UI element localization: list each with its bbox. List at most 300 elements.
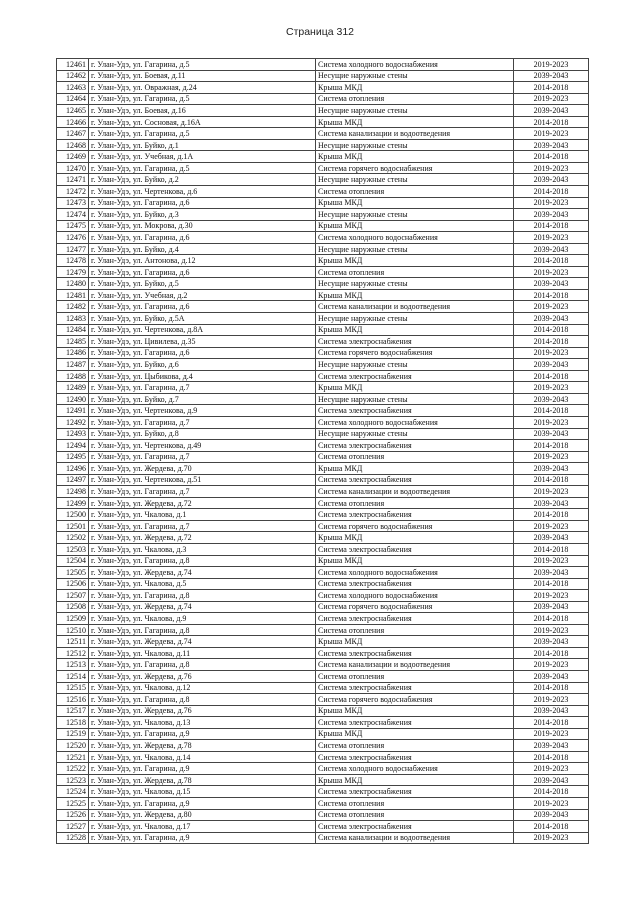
table-row [57, 336, 589, 348]
row-work-type-cell: Система электроснабжения [316, 509, 514, 521]
table-row [57, 786, 589, 798]
row-address-cell: г. Улан-Удэ, ул. Учебная, д.1А [89, 151, 316, 163]
row-period-cell: 2039-2043 [514, 70, 589, 82]
row-address-cell: г. Улан-Удэ, ул. Гагарина, д.7 [89, 520, 316, 532]
row-id-cell: 12509 [57, 613, 89, 625]
row-period-cell: 2014-2018 [514, 186, 589, 198]
row-period-cell: 2014-2018 [514, 474, 589, 486]
row-work-type-cell: Крыша МКД [316, 220, 514, 232]
row-address-cell: г. Улан-Удэ, ул. Жердева, д.70 [89, 463, 316, 475]
table-row [57, 162, 589, 174]
row-work-type-cell: Система холодного водоснабжения [316, 416, 514, 428]
row-work-type-cell: Система электроснабжения [316, 543, 514, 555]
row-address-cell: г. Улан-Удэ, ул. Жердева, д.76 [89, 705, 316, 717]
row-address-cell: г. Улан-Удэ, ул. Гагарина, д.8 [89, 555, 316, 567]
row-period-cell: 2019-2023 [514, 486, 589, 498]
row-period-cell: 2039-2043 [514, 463, 589, 475]
row-period-cell: 2039-2043 [514, 243, 589, 255]
table-row [57, 93, 589, 105]
row-period-cell: 2019-2023 [514, 347, 589, 359]
row-id-cell: 12521 [57, 751, 89, 763]
row-work-type-cell: Система отопления [316, 497, 514, 509]
row-work-type-cell: Крыша МКД [316, 197, 514, 209]
row-work-type-cell: Система холодного водоснабжения [316, 567, 514, 579]
row-address-cell: г. Улан-Удэ, ул. Гагарина, д.5 [89, 162, 316, 174]
table-row [57, 555, 589, 567]
row-id-cell: 12522 [57, 763, 89, 775]
row-address-cell: г. Улан-Удэ, ул. Мокрова, д.30 [89, 220, 316, 232]
row-period-cell: 2019-2023 [514, 232, 589, 244]
row-id-cell: 12476 [57, 232, 89, 244]
row-work-type-cell: Крыша МКД [316, 532, 514, 544]
row-work-type-cell: Крыша МКД [316, 705, 514, 717]
row-address-cell: г. Улан-Удэ, ул. Гагарина, д.9 [89, 763, 316, 775]
table-row [57, 509, 589, 521]
row-period-cell: 2019-2023 [514, 763, 589, 775]
row-work-type-cell: Система отопления [316, 670, 514, 682]
row-id-cell: 12479 [57, 266, 89, 278]
row-id-cell: 12490 [57, 393, 89, 405]
row-period-cell: 2014-2018 [514, 751, 589, 763]
row-address-cell: г. Улан-Удэ, ул. Гагарина, д.6 [89, 266, 316, 278]
row-id-cell: 12505 [57, 567, 89, 579]
row-address-cell: г. Улан-Удэ, ул. Чертенкова, д.49 [89, 440, 316, 452]
table-row [57, 486, 589, 498]
row-period-cell: 2014-2018 [514, 151, 589, 163]
row-address-cell: г. Улан-Удэ, ул. Учебная, д.2 [89, 289, 316, 301]
table-row [57, 740, 589, 752]
row-id-cell: 12474 [57, 209, 89, 221]
table-row [57, 763, 589, 775]
row-address-cell: г. Улан-Удэ, ул. Буйко, д.1 [89, 139, 316, 151]
row-address-cell: г. Улан-Удэ, ул. Жердева, д.80 [89, 809, 316, 821]
row-work-type-cell: Система электроснабжения [316, 821, 514, 833]
row-period-cell: 2014-2018 [514, 821, 589, 833]
row-id-cell: 12461 [57, 59, 89, 71]
row-period-cell: 2014-2018 [514, 289, 589, 301]
row-id-cell: 12511 [57, 636, 89, 648]
row-id-cell: 12486 [57, 347, 89, 359]
row-address-cell: г. Улан-Удэ, ул. Чкалова, д.14 [89, 751, 316, 763]
row-work-type-cell: Система канализации и водоотведения [316, 832, 514, 844]
row-work-type-cell: Система отопления [316, 186, 514, 198]
row-id-cell: 12469 [57, 151, 89, 163]
row-id-cell: 12526 [57, 809, 89, 821]
row-period-cell: 2014-2018 [514, 336, 589, 348]
row-id-cell: 12482 [57, 301, 89, 313]
table-row [57, 821, 589, 833]
row-work-type-cell: Крыша МКД [316, 382, 514, 394]
row-work-type-cell: Несущие наружные стены [316, 105, 514, 117]
row-id-cell: 12507 [57, 590, 89, 602]
table-row [57, 289, 589, 301]
row-work-type-cell: Система отопления [316, 809, 514, 821]
table-row [57, 717, 589, 729]
row-period-cell: 2039-2043 [514, 209, 589, 221]
row-period-cell: 2039-2043 [514, 670, 589, 682]
row-address-cell: г. Улан-Удэ, ул. Чкалова, д.3 [89, 543, 316, 555]
row-id-cell: 12516 [57, 694, 89, 706]
row-period-cell: 2019-2023 [514, 451, 589, 463]
row-id-cell: 12517 [57, 705, 89, 717]
table-row [57, 416, 589, 428]
row-work-type-cell: Система отопления [316, 266, 514, 278]
page-title: Страница 312 [285, 26, 355, 38]
table-row [57, 670, 589, 682]
row-work-type-cell: Система канализации и водоотведения [316, 301, 514, 313]
row-address-cell: г. Улан-Удэ, ул. Чкалова, д.11 [89, 647, 316, 659]
row-work-type-cell: Несущие наружные стены [316, 313, 514, 325]
row-period-cell: 2039-2043 [514, 532, 589, 544]
row-period-cell: 2014-2018 [514, 220, 589, 232]
row-period-cell: 2039-2043 [514, 774, 589, 786]
row-work-type-cell: Система отопления [316, 624, 514, 636]
row-id-cell: 12464 [57, 93, 89, 105]
row-id-cell: 12462 [57, 70, 89, 82]
row-period-cell: 2019-2023 [514, 555, 589, 567]
row-period-cell: 2019-2023 [514, 659, 589, 671]
table-row [57, 694, 589, 706]
row-address-cell: г. Улан-Удэ, ул. Сосновая, д.16А [89, 116, 316, 128]
row-work-type-cell: Система отопления [316, 740, 514, 752]
row-period-cell: 2019-2023 [514, 162, 589, 174]
row-id-cell: 12527 [57, 821, 89, 833]
row-id-cell: 12483 [57, 313, 89, 325]
row-address-cell: г. Улан-Удэ, ул. Гагарина, д.9 [89, 798, 316, 810]
row-period-cell: 2019-2023 [514, 798, 589, 810]
row-work-type-cell: Система отопления [316, 451, 514, 463]
row-work-type-cell: Крыша МКД [316, 324, 514, 336]
row-id-cell: 12501 [57, 520, 89, 532]
row-period-cell: 2014-2018 [514, 405, 589, 417]
row-address-cell: г. Улан-Удэ, ул. Гагарина, д.7 [89, 416, 316, 428]
row-work-type-cell: Система электроснабжения [316, 647, 514, 659]
row-id-cell: 12515 [57, 682, 89, 694]
row-address-cell: г. Улан-Удэ, ул. Гагарина, д.8 [89, 624, 316, 636]
row-work-type-cell: Крыша МКД [316, 82, 514, 94]
row-period-cell: 2039-2043 [514, 705, 589, 717]
table-row [57, 809, 589, 821]
row-address-cell: г. Улан-Удэ, ул. Чкалова, д.1 [89, 509, 316, 521]
row-address-cell: г. Улан-Удэ, ул. Буйко, д.7 [89, 393, 316, 405]
table-row [57, 705, 589, 717]
row-address-cell: г. Улан-Удэ, ул. Буйко, д.3 [89, 209, 316, 221]
row-work-type-cell: Несущие наружные стены [316, 243, 514, 255]
row-period-cell: 2019-2023 [514, 197, 589, 209]
row-work-type-cell: Система холодного водоснабжения [316, 59, 514, 71]
row-address-cell: г. Улан-Удэ, ул. Чкалова, д.15 [89, 786, 316, 798]
table-row [57, 601, 589, 613]
row-work-type-cell: Несущие наружные стены [316, 278, 514, 290]
row-period-cell: 2039-2043 [514, 497, 589, 509]
row-id-cell: 12471 [57, 174, 89, 186]
row-period-cell: 2014-2018 [514, 370, 589, 382]
row-period-cell: 2014-2018 [514, 647, 589, 659]
row-address-cell: г. Улан-Удэ, ул. Чертенкова, д.8А [89, 324, 316, 336]
row-id-cell: 12463 [57, 82, 89, 94]
row-id-cell: 12503 [57, 543, 89, 555]
row-id-cell: 12518 [57, 717, 89, 729]
row-id-cell: 12496 [57, 463, 89, 475]
row-id-cell: 12485 [57, 336, 89, 348]
row-address-cell: г. Улан-Удэ, ул. Гагарина, д.9 [89, 728, 316, 740]
row-id-cell: 12513 [57, 659, 89, 671]
table-row [57, 232, 589, 244]
row-address-cell: г. Улан-Удэ, ул. Боевая, д.11 [89, 70, 316, 82]
row-period-cell: 2014-2018 [514, 509, 589, 521]
row-id-cell: 12506 [57, 578, 89, 590]
table-row [57, 682, 589, 694]
row-work-type-cell: Система электроснабжения [316, 751, 514, 763]
row-period-cell: 2019-2023 [514, 590, 589, 602]
table-row [57, 313, 589, 325]
table-row [57, 474, 589, 486]
row-period-cell: 2019-2023 [514, 59, 589, 71]
table-row [57, 578, 589, 590]
row-id-cell: 12489 [57, 382, 89, 394]
row-address-cell: г. Улан-Удэ, ул. Антонова, д.12 [89, 255, 316, 267]
row-address-cell: г. Улан-Удэ, ул. Гагарина, д.6 [89, 347, 316, 359]
row-id-cell: 12498 [57, 486, 89, 498]
row-work-type-cell: Система отопления [316, 798, 514, 810]
row-id-cell: 12466 [57, 116, 89, 128]
row-period-cell: 2019-2023 [514, 624, 589, 636]
table-row [57, 636, 589, 648]
row-address-cell: г. Улан-Удэ, ул. Гагарина, д.8 [89, 659, 316, 671]
table-row [57, 728, 589, 740]
row-address-cell: г. Улан-Удэ, ул. Чкалова, д.13 [89, 717, 316, 729]
table-row [57, 266, 589, 278]
row-work-type-cell: Система электроснабжения [316, 613, 514, 625]
row-address-cell: г. Улан-Удэ, ул. Гагарина, д.7 [89, 382, 316, 394]
table-row [57, 393, 589, 405]
table-row [57, 174, 589, 186]
table-row [57, 624, 589, 636]
row-id-cell: 12492 [57, 416, 89, 428]
row-address-cell: г. Улан-Удэ, ул. Жердева, д.72 [89, 532, 316, 544]
row-address-cell: г. Улан-Удэ, ул. Цивилева, д.35 [89, 336, 316, 348]
table-row [57, 70, 589, 82]
row-period-cell: 2039-2043 [514, 601, 589, 613]
row-id-cell: 12502 [57, 532, 89, 544]
row-id-cell: 12508 [57, 601, 89, 613]
row-period-cell: 2019-2023 [514, 832, 589, 844]
row-work-type-cell: Система электроснабжения [316, 336, 514, 348]
row-id-cell: 12514 [57, 670, 89, 682]
row-work-type-cell: Система канализации и водоотведения [316, 128, 514, 140]
row-work-type-cell: Система электроснабжения [316, 578, 514, 590]
row-work-type-cell: Крыша МКД [316, 151, 514, 163]
row-work-type-cell: Крыша МКД [316, 774, 514, 786]
row-work-type-cell: Крыша МКД [316, 636, 514, 648]
row-address-cell: г. Улан-Удэ, ул. Гагарина, д.5 [89, 59, 316, 71]
table-row [57, 370, 589, 382]
row-id-cell: 12504 [57, 555, 89, 567]
row-period-cell: 2039-2043 [514, 428, 589, 440]
row-period-cell: 2014-2018 [514, 786, 589, 798]
row-period-cell: 2014-2018 [514, 255, 589, 267]
row-id-cell: 12500 [57, 509, 89, 521]
row-address-cell: г. Улан-Удэ, ул. Жердева, д.74 [89, 567, 316, 579]
row-work-type-cell: Система электроснабжения [316, 370, 514, 382]
table-row [57, 774, 589, 786]
row-work-type-cell: Крыша МКД [316, 555, 514, 567]
row-id-cell: 12472 [57, 186, 89, 198]
table-row [57, 798, 589, 810]
row-work-type-cell: Система горячего водоснабжения [316, 162, 514, 174]
table-row [57, 567, 589, 579]
row-id-cell: 12497 [57, 474, 89, 486]
row-period-cell: 2039-2043 [514, 393, 589, 405]
table-row [57, 428, 589, 440]
row-address-cell: г. Улан-Удэ, ул. Гагарина, д.6 [89, 301, 316, 313]
row-address-cell: г. Улан-Удэ, ул. Гагарина, д.6 [89, 232, 316, 244]
table-row [57, 209, 589, 221]
row-address-cell: г. Улан-Удэ, ул. Чертенкова, д.6 [89, 186, 316, 198]
table-row [57, 590, 589, 602]
row-period-cell: 2014-2018 [514, 82, 589, 94]
row-work-type-cell: Крыша МКД [316, 289, 514, 301]
row-period-cell: 2039-2043 [514, 278, 589, 290]
row-address-cell: г. Улан-Удэ, ул. Жердева, д.74 [89, 601, 316, 613]
table-row [57, 520, 589, 532]
table-row [57, 82, 589, 94]
row-work-type-cell: Крыша МКД [316, 728, 514, 740]
row-work-type-cell: Крыша МКД [316, 463, 514, 475]
row-id-cell: 12523 [57, 774, 89, 786]
table-row [57, 105, 589, 117]
row-work-type-cell: Система электроснабжения [316, 717, 514, 729]
row-address-cell: г. Улан-Удэ, ул. Чкалова, д.17 [89, 821, 316, 833]
row-address-cell: г. Улан-Удэ, ул. Гагарина, д.5 [89, 128, 316, 140]
table-row [57, 451, 589, 463]
row-period-cell: 2019-2023 [514, 416, 589, 428]
table-row [57, 382, 589, 394]
row-id-cell: 12467 [57, 128, 89, 140]
row-work-type-cell: Система электроснабжения [316, 474, 514, 486]
row-work-type-cell: Система электроснабжения [316, 786, 514, 798]
table-row [57, 659, 589, 671]
row-id-cell: 12494 [57, 440, 89, 452]
row-work-type-cell: Крыша МКД [316, 116, 514, 128]
row-period-cell: 2039-2043 [514, 809, 589, 821]
row-address-cell: г. Улан-Удэ, ул. Буйко, д.5 [89, 278, 316, 290]
table-row [57, 186, 589, 198]
row-address-cell: г. Улан-Удэ, ул. Гагарина, д.8 [89, 590, 316, 602]
row-id-cell: 12512 [57, 647, 89, 659]
row-id-cell: 12519 [57, 728, 89, 740]
row-id-cell: 12520 [57, 740, 89, 752]
row-id-cell: 12528 [57, 832, 89, 844]
row-id-cell: 12465 [57, 105, 89, 117]
row-id-cell: 12488 [57, 370, 89, 382]
row-work-type-cell: Система канализации и водоотведения [316, 486, 514, 498]
row-id-cell: 12470 [57, 162, 89, 174]
row-work-type-cell: Система горячего водоснабжения [316, 520, 514, 532]
table-row [57, 59, 589, 71]
row-address-cell: г. Улан-Удэ, ул. Чертенкова, д.51 [89, 474, 316, 486]
registry-table-body [57, 59, 589, 844]
row-address-cell: г. Улан-Удэ, ул. Чкалова, д.12 [89, 682, 316, 694]
row-work-type-cell: Система электроснабжения [316, 440, 514, 452]
row-id-cell: 12468 [57, 139, 89, 151]
table-row [57, 255, 589, 267]
row-address-cell: г. Улан-Удэ, ул. Буйко, д.5А [89, 313, 316, 325]
row-period-cell: 2039-2043 [514, 139, 589, 151]
row-period-cell: 2019-2023 [514, 382, 589, 394]
row-work-type-cell: Система горячего водоснабжения [316, 694, 514, 706]
table-row [57, 301, 589, 313]
row-period-cell: 2019-2023 [514, 128, 589, 140]
table-row [57, 116, 589, 128]
table-row [57, 243, 589, 255]
table-row [57, 278, 589, 290]
row-address-cell: г. Улан-Удэ, ул. Гагарина, д.6 [89, 197, 316, 209]
row-period-cell: 2014-2018 [514, 717, 589, 729]
row-period-cell: 2014-2018 [514, 324, 589, 336]
row-address-cell: г. Улан-Удэ, ул. Жердева, д.78 [89, 774, 316, 786]
row-work-type-cell: Несущие наружные стены [316, 209, 514, 221]
table-row [57, 197, 589, 209]
row-id-cell: 12478 [57, 255, 89, 267]
row-id-cell: 12495 [57, 451, 89, 463]
row-work-type-cell: Система холодного водоснабжения [316, 763, 514, 775]
row-address-cell: г. Улан-Удэ, ул. Гагарина, д.5 [89, 93, 316, 105]
table-row [57, 405, 589, 417]
row-period-cell: 2039-2043 [514, 105, 589, 117]
row-work-type-cell: Система холодного водоснабжения [316, 232, 514, 244]
row-period-cell: 2039-2043 [514, 359, 589, 371]
table-row [57, 359, 589, 371]
row-work-type-cell: Несущие наружные стены [316, 359, 514, 371]
row-id-cell: 12484 [57, 324, 89, 336]
row-address-cell: г. Улан-Удэ, ул. Буйко, д.8 [89, 428, 316, 440]
row-period-cell: 2039-2043 [514, 313, 589, 325]
table-row [57, 151, 589, 163]
row-address-cell: г. Улан-Удэ, ул. Гагарина, д.7 [89, 486, 316, 498]
table-row [57, 832, 589, 844]
row-address-cell: г. Улан-Удэ, ул. Жердева, д.72 [89, 497, 316, 509]
row-address-cell: г. Улан-Удэ, ул. Чкалова, д.5 [89, 578, 316, 590]
row-period-cell: 2039-2043 [514, 174, 589, 186]
row-work-type-cell: Система горячего водоснабжения [316, 601, 514, 613]
table-row [57, 220, 589, 232]
table-row [57, 543, 589, 555]
row-address-cell: г. Улан-Удэ, ул. Буйко, д.2 [89, 174, 316, 186]
row-work-type-cell: Несущие наружные стены [316, 70, 514, 82]
row-period-cell: 2039-2043 [514, 636, 589, 648]
row-address-cell: г. Улан-Удэ, ул. Боевая, д.16 [89, 105, 316, 117]
row-period-cell: 2019-2023 [514, 728, 589, 740]
table-row [57, 751, 589, 763]
table-row [57, 139, 589, 151]
row-work-type-cell: Система холодного водоснабжения [316, 590, 514, 602]
row-period-cell: 2014-2018 [514, 440, 589, 452]
table-row [57, 613, 589, 625]
row-work-type-cell: Несущие наружные стены [316, 139, 514, 151]
row-id-cell: 12477 [57, 243, 89, 255]
row-work-type-cell: Система канализации и водоотведения [316, 659, 514, 671]
row-work-type-cell: Система отопления [316, 93, 514, 105]
row-period-cell: 2039-2043 [514, 740, 589, 752]
table-row [57, 463, 589, 475]
row-id-cell: 12480 [57, 278, 89, 290]
row-work-type-cell: Система горячего водоснабжения [316, 347, 514, 359]
row-work-type-cell: Крыша МКД [316, 255, 514, 267]
row-period-cell: 2014-2018 [514, 116, 589, 128]
row-id-cell: 12499 [57, 497, 89, 509]
table-row [57, 347, 589, 359]
